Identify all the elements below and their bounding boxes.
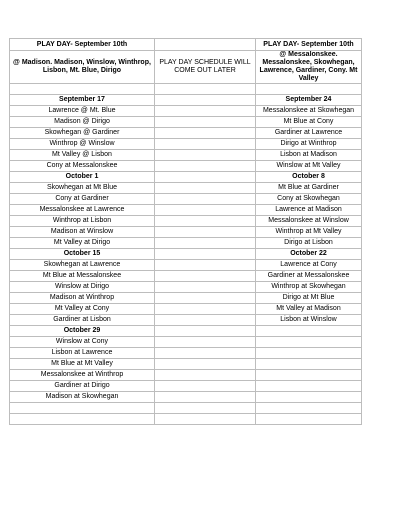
left-game: Winslow at Dirigo <box>10 282 155 293</box>
schedule-row <box>10 227 362 238</box>
empty-cell <box>10 84 155 95</box>
schedule-row <box>10 139 362 150</box>
right-play-day-title: PLAY DAY- September 10th <box>256 39 362 51</box>
schedule-row <box>10 359 362 370</box>
play-day-site-row <box>10 51 362 84</box>
left-game: Messalonskee at Lawrence <box>10 205 155 216</box>
right-game: Winthrop at Skowhegan <box>256 282 362 293</box>
play-day-title-row <box>10 39 362 51</box>
spacer-row <box>10 84 362 95</box>
schedule-row <box>10 370 362 381</box>
empty-cell <box>256 359 362 370</box>
empty-cell <box>155 194 256 205</box>
schedule-row <box>10 128 362 139</box>
empty-cell <box>155 337 256 348</box>
left-play-day-title: PLAY DAY- September 10th <box>10 39 155 51</box>
left-game: Mt Blue at Mt Valley <box>10 359 155 370</box>
left-game: Skowhegan at Mt Blue <box>10 183 155 194</box>
empty-cell <box>155 370 256 381</box>
empty-cell <box>155 403 256 414</box>
left-game: Cony at Messalonskee <box>10 161 155 172</box>
schedule-row <box>10 205 362 216</box>
right-play-day-site: @ Messalonskee. Messalonskee, Skowhegan, Lawrence, Gardiner, Cony. Mt Valley <box>256 51 362 84</box>
empty-cell <box>155 117 256 128</box>
right-game: Gardiner at Messalonskee <box>256 271 362 282</box>
schedule-row <box>10 172 362 183</box>
empty-cell <box>256 348 362 359</box>
right-date-heading: October 22 <box>256 249 362 260</box>
left-play-day-site: @ Madison. Madison, Winslow, Winthrop, Lisbon, Mt. Blue, Dirigo <box>10 51 155 84</box>
empty-cell <box>155 260 256 271</box>
left-game: Mt Blue at Messalonskee <box>10 271 155 282</box>
empty-cell <box>155 315 256 326</box>
play-day-note: PLAY DAY SCHEDULE WILL COME OUT LATER <box>155 51 256 84</box>
schedule-row <box>10 304 362 315</box>
left-game: Winthrop at Lisbon <box>10 216 155 227</box>
left-game: Gardiner at Lisbon <box>10 315 155 326</box>
right-game: Mt Blue at Cony <box>256 117 362 128</box>
schedule-row <box>10 293 362 304</box>
empty-cell <box>155 139 256 150</box>
empty-cell <box>155 183 256 194</box>
schedule-row <box>10 238 362 249</box>
empty-cell <box>10 414 155 425</box>
left-date-heading: October 29 <box>10 326 155 337</box>
schedule-row <box>10 260 362 271</box>
schedule-row <box>10 414 362 425</box>
schedule-row <box>10 150 362 161</box>
empty-cell <box>256 326 362 337</box>
right-game: Lawrence at Madison <box>256 205 362 216</box>
empty-cell <box>155 205 256 216</box>
right-game: Messalonskee at Skowhegan <box>256 106 362 117</box>
empty-cell <box>155 348 256 359</box>
right-game: Lawrence at Cony <box>256 260 362 271</box>
empty-cell <box>155 106 256 117</box>
schedule-row <box>10 106 362 117</box>
schedule-body <box>10 39 362 425</box>
left-game: Madison @ Dirigo <box>10 117 155 128</box>
schedule-row <box>10 194 362 205</box>
schedule-row <box>10 95 362 106</box>
schedule-table <box>9 38 362 425</box>
left-game: Madison at Skowhegan <box>10 392 155 403</box>
empty-cell <box>256 337 362 348</box>
schedule-sheet <box>9 38 361 425</box>
schedule-row <box>10 282 362 293</box>
schedule-row <box>10 348 362 359</box>
right-game: Winthrop at Mt Valley <box>256 227 362 238</box>
schedule-row <box>10 403 362 414</box>
left-game: Messalonskee at Winthrop <box>10 370 155 381</box>
right-game: Messalonskee at Winslow <box>256 216 362 227</box>
empty-cell <box>155 271 256 282</box>
right-game: Gardiner at Lawrence <box>256 128 362 139</box>
empty-cell <box>155 249 256 260</box>
left-game: Madison at Winslow <box>10 227 155 238</box>
empty-cell <box>256 392 362 403</box>
empty-cell <box>256 370 362 381</box>
empty-cell <box>155 161 256 172</box>
schedule-row <box>10 392 362 403</box>
middle-blank-cell <box>155 39 256 51</box>
empty-cell <box>256 403 362 414</box>
right-game: Dirigo at Mt Blue <box>256 293 362 304</box>
schedule-row <box>10 271 362 282</box>
left-game: Winthrop @ Winslow <box>10 139 155 150</box>
left-game: Gardiner at Dirigo <box>10 381 155 392</box>
left-game: Winslow at Cony <box>10 337 155 348</box>
right-game: Winslow at Mt Valley <box>256 161 362 172</box>
empty-cell <box>155 326 256 337</box>
schedule-row <box>10 315 362 326</box>
empty-cell <box>10 403 155 414</box>
left-game: Mt Valley @ Lisbon <box>10 150 155 161</box>
right-game: Dirigo at Winthrop <box>256 139 362 150</box>
left-game: Skowhegan @ Gardiner <box>10 128 155 139</box>
right-date-heading: September 24 <box>256 95 362 106</box>
empty-cell <box>155 216 256 227</box>
empty-cell <box>155 293 256 304</box>
schedule-row <box>10 381 362 392</box>
empty-cell <box>155 84 256 95</box>
right-game: Lisbon at Winslow <box>256 315 362 326</box>
right-date-heading: October 8 <box>256 172 362 183</box>
empty-cell <box>155 95 256 106</box>
empty-cell <box>155 304 256 315</box>
empty-cell <box>155 392 256 403</box>
left-date-heading: September 17 <box>10 95 155 106</box>
left-game: Madison at Winthrop <box>10 293 155 304</box>
left-game: Cony at Gardiner <box>10 194 155 205</box>
empty-cell <box>155 227 256 238</box>
empty-cell <box>256 414 362 425</box>
right-game: Mt Blue at Gardiner <box>256 183 362 194</box>
left-game: Mt Valley at Dirigo <box>10 238 155 249</box>
empty-cell <box>155 172 256 183</box>
right-game: Dirigo at Lisbon <box>256 238 362 249</box>
left-game: Mt Valley at Cony <box>10 304 155 315</box>
empty-cell <box>155 150 256 161</box>
empty-cell <box>155 128 256 139</box>
left-game: Lisbon at Lawrence <box>10 348 155 359</box>
schedule-row <box>10 249 362 260</box>
left-date-heading: October 1 <box>10 172 155 183</box>
left-game: Lawrence @ Mt. Blue <box>10 106 155 117</box>
empty-cell <box>155 381 256 392</box>
right-game: Cony at Skowhegan <box>256 194 362 205</box>
empty-cell <box>256 381 362 392</box>
schedule-row <box>10 161 362 172</box>
schedule-row <box>10 337 362 348</box>
empty-cell <box>256 84 362 95</box>
empty-cell <box>155 238 256 249</box>
left-game: Skowhegan at Lawrence <box>10 260 155 271</box>
schedule-row <box>10 183 362 194</box>
left-date-heading: October 15 <box>10 249 155 260</box>
empty-cell <box>155 414 256 425</box>
schedule-row <box>10 117 362 128</box>
right-game: Lisbon at Madison <box>256 150 362 161</box>
right-game: Mt Valley at Madison <box>256 304 362 315</box>
schedule-row <box>10 326 362 337</box>
schedule-row <box>10 216 362 227</box>
empty-cell <box>155 282 256 293</box>
empty-cell <box>155 359 256 370</box>
